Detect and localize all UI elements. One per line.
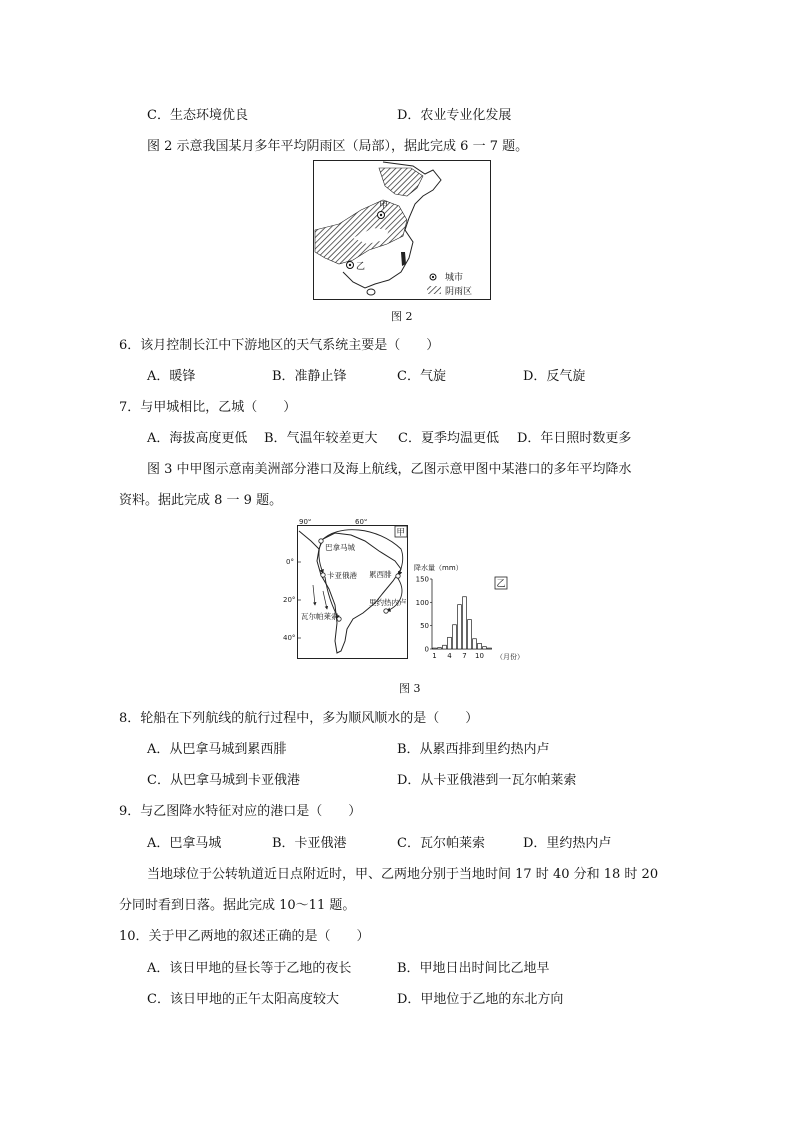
intro-questions-8-9-line1: 图 3 中甲图示意南美洲部分港口及海上航线，乙图示意甲图中某港口的多年平均降水 xyxy=(147,462,632,477)
city-jia-label: 甲 xyxy=(379,201,389,211)
q10-option-c: C．该日甲地的正午太阳高度较大 xyxy=(147,992,339,1007)
q6-option-a: A．暖锋 xyxy=(147,369,196,384)
q6-option-d: D．反气旋 xyxy=(523,369,586,384)
q8-option-d: D．从卡亚俄港到一瓦尔帕莱索 xyxy=(397,773,577,788)
figure-2-map xyxy=(313,160,491,300)
legend-city-label: 城市 xyxy=(445,273,464,283)
chart-y-tick-label: 0 xyxy=(424,645,429,654)
port-valparaiso-label: 瓦尔帕莱索 xyxy=(301,612,339,621)
q8-stem: 8．轮船在下列航线的航行过程中，多为顺风顺水的是（ ） xyxy=(119,711,479,726)
q8-option-c: C．从巴拿马城到卡亚俄港 xyxy=(147,773,300,788)
figure-2-caption: 图 2 xyxy=(391,310,413,323)
intro-questions-8-9-line2: 资料。据此完成 8 一 9 题。 xyxy=(119,493,283,508)
q10-option-b: B．甲地日出时间比乙地早 xyxy=(397,961,550,976)
precip-bar-month-12 xyxy=(488,648,492,649)
q9-option-b: B．卡亚俄港 xyxy=(272,836,347,851)
precip-bar-month-4 xyxy=(448,637,452,649)
q9-option-d: D．里约热内卢 xyxy=(523,836,612,851)
q8-option-b: B．从累西排到里约热内卢 xyxy=(397,742,550,757)
lat-20-label: 20° xyxy=(283,596,296,604)
intro-questions-10-11-line1: 当地球位于公转轨道近日点附近时，甲、乙两地分别于当地时间 17 时 40 分和 18 时 20 xyxy=(147,867,659,882)
precip-bar-month-9 xyxy=(473,639,477,649)
q7-option-a: A．海拔高度更低 xyxy=(147,431,248,446)
chart-x-tick-label: 4 xyxy=(447,652,452,660)
q7-option-d: D．年日照时数更多 xyxy=(517,431,632,446)
q5-option-d: D．农业专业化发展 xyxy=(397,108,512,123)
lon-90-label: 90° xyxy=(299,519,312,526)
chart-x-axis-title: （月份） xyxy=(496,653,524,661)
q10-option-a: A．该日甲地的昼长等于乙地的夜长 xyxy=(147,961,352,976)
port-panama-label: 巴拿马城 xyxy=(325,543,355,552)
lon-60-label: 60° xyxy=(355,519,368,526)
q6-stem: 6．该月控制长江中下游地区的天气系统主要是（ ） xyxy=(119,338,440,353)
figure3-map-label: 甲 xyxy=(396,528,406,538)
q7-option-b: B．气温年较差更大 xyxy=(264,431,378,446)
chart-y-tick-label: 100 xyxy=(415,598,429,607)
chart-y-tick-label: 50 xyxy=(420,622,429,631)
figure-3-map xyxy=(283,519,409,660)
precip-bar-month-5 xyxy=(453,625,457,649)
intro-questions-10-11-line2: 分同时看到日落。据此完成 10～11 题。 xyxy=(119,898,356,913)
q10-option-d: D．甲地位于乙地的东北方向 xyxy=(397,992,564,1007)
precip-bar-month-2 xyxy=(438,648,442,649)
precip-bar-month-8 xyxy=(468,620,472,649)
q7-stem: 7．与甲城相比，乙城（ ） xyxy=(119,400,297,415)
q6-option-c: C．气旋 xyxy=(397,369,446,384)
q9-option-a: A．巴拿马城 xyxy=(147,836,222,851)
precip-bar-month-10 xyxy=(478,643,482,649)
city-yi-label: 乙 xyxy=(356,262,366,272)
q8-option-a: A．从巴拿马城到累西腓 xyxy=(147,742,287,757)
figure-3-caption: 图 3 xyxy=(399,682,421,695)
intro-questions-6-7: 图 2 示意我国某月多年平均阴雨区（局部），据此完成 6 一 7 题。 xyxy=(147,139,529,154)
q6-option-b: B．准静止锋 xyxy=(272,369,347,384)
port-callao-label: 卡亚俄港 xyxy=(327,571,357,580)
chart-y-axis-title: 降水量（mm） xyxy=(414,564,463,572)
q5-option-c: C．生态环境优良 xyxy=(147,108,248,123)
chart-x-tick-label: 10 xyxy=(475,652,484,660)
q9-option-c: C．瓦尔帕莱索 xyxy=(397,836,485,851)
chart-x-tick-label: 1 xyxy=(432,652,437,660)
q10-stem: 10．关于甲乙两地的叙述正确的是（ ） xyxy=(119,929,370,944)
figure-3-precipitation-chart xyxy=(410,563,530,661)
q9-stem: 9．与乙图降水特征对应的港口是（ ） xyxy=(119,804,362,819)
precip-bar-month-3 xyxy=(443,645,447,649)
legend-rain-label: 阴雨区 xyxy=(445,287,473,297)
lat-0-label: 0° xyxy=(286,558,294,566)
figure3-chart-label: 乙 xyxy=(496,579,506,590)
precip-bar-month-7 xyxy=(463,597,467,649)
chart-y-tick-label: 150 xyxy=(415,575,429,584)
lat-40-label: 40° xyxy=(283,634,296,642)
precip-bar-month-6 xyxy=(458,605,462,649)
port-recife-label: 累西腓 xyxy=(369,570,392,579)
chart-x-tick-label: 7 xyxy=(462,652,467,660)
precip-bar-month-11 xyxy=(483,647,487,649)
q7-option-c: C．夏季均温更低 xyxy=(398,431,499,446)
port-rio-label: 里约热内卢 xyxy=(369,598,407,607)
precip-bar-month-1 xyxy=(433,648,437,649)
legend-rain-icon xyxy=(427,286,441,294)
